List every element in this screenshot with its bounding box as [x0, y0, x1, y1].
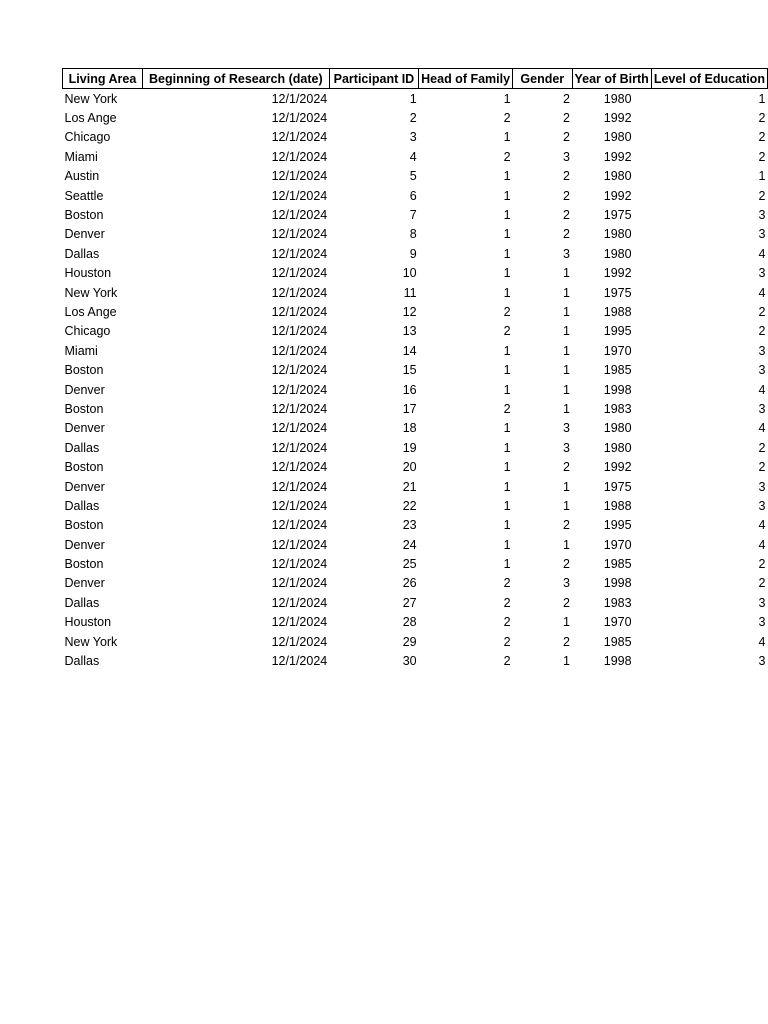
cell-year-of-birth[interactable]: 1998 [603, 382, 632, 397]
cell-level-of-education[interactable]: 2 [758, 111, 766, 126]
cell-research-date[interactable]: 12/1/2024 [271, 149, 328, 164]
cell-research-date[interactable]: 12/1/2024 [271, 440, 328, 455]
cell-research-date[interactable]: 12/1/2024 [271, 208, 328, 223]
cell-year-of-birth[interactable]: 1995 [603, 518, 632, 533]
cell-year-of-birth[interactable]: 1992 [603, 111, 632, 126]
cell-living-area[interactable]: Los Ange [64, 304, 117, 319]
cell-living-area[interactable]: Denver [64, 576, 105, 591]
cell-gender[interactable]: 1 [563, 266, 570, 281]
cell-gender[interactable]: 1 [563, 615, 570, 630]
cell-participant-id[interactable]: 27 [402, 595, 417, 610]
cell-level-of-education[interactable]: 4 [758, 634, 766, 649]
header-participant-id[interactable]: Participant ID [329, 69, 418, 89]
header-head-of-family[interactable]: Head of Family [419, 69, 513, 89]
cell-head-of-family[interactable]: 1 [503, 208, 511, 223]
cell-participant-id[interactable]: 30 [402, 654, 417, 669]
cell-head-of-family[interactable]: 1 [503, 440, 511, 455]
cell-research-date[interactable]: 12/1/2024 [271, 324, 328, 339]
cell-living-area[interactable]: Miami [64, 149, 98, 164]
cell-research-date[interactable]: 12/1/2024 [271, 266, 328, 281]
cell-level-of-education[interactable]: 2 [758, 304, 766, 319]
cell-research-date[interactable]: 12/1/2024 [271, 557, 328, 572]
table-row [63, 613, 768, 632]
cell-year-of-birth[interactable]: 1988 [603, 304, 632, 319]
cell-research-date[interactable]: 12/1/2024 [271, 363, 328, 378]
cell-level-of-education[interactable]: 3 [758, 615, 766, 630]
cell-gender[interactable]: 1 [563, 304, 570, 319]
cell-living-area[interactable]: Dallas [64, 498, 100, 513]
cell-living-area[interactable]: Boston [64, 208, 104, 223]
cell-head-of-family[interactable]: 2 [503, 615, 511, 630]
cell-living-area[interactable]: Miami [64, 343, 98, 358]
cell-living-area[interactable]: Dallas [64, 654, 100, 669]
cell-year-of-birth[interactable]: 1995 [603, 324, 632, 339]
cell-living-area[interactable]: Denver [64, 537, 105, 552]
cell-living-area[interactable]: Seattle [64, 188, 104, 203]
cell-year-of-birth[interactable]: 1980 [603, 227, 632, 242]
cell-head-of-family[interactable]: 2 [503, 634, 511, 649]
cell-participant-id[interactable]: 18 [402, 421, 417, 436]
cell-head-of-family[interactable]: 1 [503, 246, 511, 261]
cell-participant-id[interactable]: 3 [409, 130, 417, 145]
table-row [63, 89, 768, 109]
table-row [63, 244, 768, 263]
cell-level-of-education[interactable]: 3 [758, 654, 766, 669]
cell-participant-id[interactable]: 2 [409, 111, 417, 126]
cell-year-of-birth[interactable]: 1980 [603, 246, 632, 261]
cell-gender[interactable]: 2 [563, 634, 570, 649]
cell-living-area[interactable]: New York [64, 634, 118, 649]
cell-head-of-family[interactable]: 1 [503, 557, 511, 572]
cell-gender[interactable]: 2 [563, 169, 570, 184]
cell-participant-id[interactable]: 19 [402, 440, 417, 455]
spreadsheet-page [62, 68, 768, 671]
cell-research-date[interactable]: 12/1/2024 [271, 654, 328, 669]
cell-level-of-education[interactable]: 2 [758, 188, 766, 203]
cell-year-of-birth[interactable]: 1970 [603, 615, 632, 630]
cell-level-of-education[interactable]: 3 [758, 401, 766, 416]
table-row [63, 108, 768, 127]
table-row [63, 205, 768, 224]
cell-participant-id[interactable]: 29 [402, 634, 417, 649]
cell-head-of-family[interactable]: 1 [503, 518, 511, 533]
cell-head-of-family[interactable]: 2 [503, 595, 511, 610]
cell-gender[interactable]: 2 [563, 130, 570, 145]
table-row [63, 341, 768, 360]
cell-gender[interactable]: 3 [563, 440, 570, 455]
cell-year-of-birth[interactable]: 1980 [603, 421, 632, 436]
cell-research-date[interactable]: 12/1/2024 [271, 227, 328, 242]
cell-living-area[interactable]: Boston [64, 401, 104, 416]
cell-year-of-birth[interactable]: 1983 [603, 401, 632, 416]
table-row [63, 186, 768, 205]
cell-research-date[interactable]: 12/1/2024 [271, 343, 328, 358]
cell-living-area[interactable]: Chicago [64, 324, 111, 339]
cell-year-of-birth[interactable]: 1975 [603, 208, 632, 223]
cell-research-date[interactable]: 12/1/2024 [271, 615, 328, 630]
table-row [63, 419, 768, 438]
cell-head-of-family[interactable]: 2 [503, 324, 511, 339]
cell-year-of-birth[interactable]: 1980 [603, 440, 632, 455]
cell-living-area[interactable]: Chicago [64, 130, 111, 145]
cell-participant-id[interactable]: 17 [402, 401, 417, 416]
cell-head-of-family[interactable]: 2 [503, 111, 511, 126]
cell-gender[interactable]: 2 [563, 111, 570, 126]
cell-research-date[interactable]: 12/1/2024 [271, 518, 328, 533]
cell-year-of-birth[interactable]: 1998 [603, 576, 632, 591]
cell-year-of-birth[interactable]: 1998 [603, 654, 632, 669]
cell-head-of-family[interactable]: 1 [503, 537, 511, 552]
cell-research-date[interactable]: 12/1/2024 [271, 634, 328, 649]
cell-participant-id[interactable]: 21 [402, 479, 417, 494]
cell-participant-id[interactable]: 9 [409, 246, 417, 261]
cell-gender[interactable]: 1 [563, 382, 570, 397]
cell-level-of-education[interactable]: 1 [758, 91, 766, 106]
table-row [63, 516, 768, 535]
cell-participant-id[interactable]: 5 [409, 169, 417, 184]
table-row [63, 651, 768, 670]
cell-year-of-birth[interactable]: 1980 [603, 169, 632, 184]
cell-living-area[interactable]: Dallas [64, 595, 100, 610]
cell-gender[interactable]: 1 [563, 401, 570, 416]
cell-level-of-education[interactable]: 2 [758, 324, 766, 339]
cell-gender[interactable]: 1 [563, 343, 570, 358]
cell-level-of-education[interactable]: 3 [758, 208, 766, 223]
cell-head-of-family[interactable]: 2 [503, 576, 511, 591]
table-row [63, 302, 768, 321]
cell-living-area[interactable]: Los Ange [64, 111, 117, 126]
cell-gender[interactable]: 2 [563, 91, 570, 106]
cell-participant-id[interactable]: 11 [403, 285, 417, 300]
participants-table [62, 68, 768, 671]
cell-head-of-family[interactable]: 1 [503, 266, 511, 281]
header-living-area[interactable]: Living Area [63, 69, 143, 89]
cell-level-of-education[interactable]: 2 [758, 460, 766, 475]
table-row [63, 225, 768, 244]
table-row [63, 147, 768, 166]
table-body [63, 89, 768, 671]
cell-year-of-birth[interactable]: 1992 [603, 149, 632, 164]
table-row [63, 264, 768, 283]
cell-head-of-family[interactable]: 1 [503, 498, 511, 513]
table-row [63, 496, 768, 515]
cell-year-of-birth[interactable]: 1975 [603, 285, 632, 300]
cell-head-of-family[interactable]: 1 [503, 227, 511, 242]
table-row [63, 128, 768, 147]
cell-living-area[interactable]: Boston [64, 460, 104, 475]
cell-year-of-birth[interactable]: 1980 [603, 91, 632, 106]
header-beginning-of-research[interactable]: Beginning of Research (date) [142, 69, 329, 89]
cell-participant-id[interactable]: 22 [402, 498, 417, 513]
table-row [63, 360, 768, 379]
cell-year-of-birth[interactable]: 1992 [603, 460, 632, 475]
cell-living-area[interactable]: Boston [64, 518, 104, 533]
cell-level-of-education[interactable]: 1 [758, 169, 766, 184]
cell-participant-id[interactable]: 12 [402, 304, 417, 319]
cell-gender[interactable]: 1 [563, 363, 570, 378]
cell-research-date[interactable]: 12/1/2024 [271, 169, 328, 184]
cell-level-of-education[interactable]: 3 [758, 498, 766, 513]
cell-gender[interactable]: 1 [563, 537, 570, 552]
table-row [63, 477, 768, 496]
table-row [63, 438, 768, 457]
cell-living-area[interactable]: Denver [64, 421, 105, 436]
table-row [63, 457, 768, 476]
cell-level-of-education[interactable]: 4 [758, 285, 766, 300]
cell-year-of-birth[interactable]: 1983 [603, 595, 632, 610]
cell-research-date[interactable]: 12/1/2024 [271, 576, 328, 591]
cell-gender[interactable]: 3 [563, 246, 570, 261]
cell-research-date[interactable]: 12/1/2024 [271, 91, 328, 106]
cell-gender[interactable]: 2 [563, 595, 570, 610]
cell-research-date[interactable]: 12/1/2024 [271, 421, 328, 436]
cell-level-of-education[interactable]: 3 [758, 479, 766, 494]
cell-year-of-birth[interactable]: 1985 [603, 634, 632, 649]
cell-research-date[interactable]: 12/1/2024 [271, 130, 328, 145]
cell-participant-id[interactable]: 25 [402, 557, 417, 572]
cell-level-of-education[interactable]: 4 [758, 518, 766, 533]
cell-living-area[interactable]: New York [64, 285, 118, 300]
table-row [63, 167, 768, 186]
cell-research-date[interactable]: 12/1/2024 [271, 285, 328, 300]
cell-participant-id[interactable]: 24 [402, 537, 417, 552]
cell-gender[interactable]: 2 [563, 557, 570, 572]
cell-head-of-family[interactable]: 1 [503, 285, 511, 300]
cell-living-area[interactable]: Dallas [64, 440, 100, 455]
cell-gender[interactable]: 3 [563, 421, 570, 436]
cell-head-of-family[interactable]: 1 [503, 188, 511, 203]
cell-head-of-family[interactable]: 1 [503, 382, 511, 397]
cell-living-area[interactable]: Boston [64, 557, 104, 572]
cell-gender[interactable]: 2 [563, 188, 570, 203]
cell-participant-id[interactable]: 14 [402, 343, 417, 358]
cell-research-date[interactable]: 12/1/2024 [271, 304, 328, 319]
cell-participant-id[interactable]: 4 [409, 149, 417, 164]
table-row [63, 322, 768, 341]
cell-participant-id[interactable]: 6 [409, 188, 417, 203]
cell-research-date[interactable]: 12/1/2024 [271, 401, 328, 416]
cell-year-of-birth[interactable]: 1988 [603, 498, 632, 513]
cell-head-of-family[interactable]: 1 [503, 421, 511, 436]
cell-head-of-family[interactable]: 2 [503, 654, 511, 669]
cell-living-area[interactable]: Denver [64, 479, 105, 494]
cell-level-of-education[interactable]: 4 [758, 246, 766, 261]
cell-participant-id[interactable]: 16 [402, 382, 417, 397]
cell-year-of-birth[interactable]: 1985 [603, 363, 632, 378]
cell-gender[interactable]: 2 [563, 518, 570, 533]
header-gender[interactable]: Gender [513, 69, 572, 89]
cell-research-date[interactable]: 12/1/2024 [271, 246, 328, 261]
cell-research-date[interactable]: 12/1/2024 [271, 188, 328, 203]
cell-participant-id[interactable]: 1 [409, 91, 417, 106]
cell-level-of-education[interactable]: 4 [758, 382, 766, 397]
cell-year-of-birth[interactable]: 1992 [603, 266, 632, 281]
cell-head-of-family[interactable]: 1 [503, 343, 511, 358]
cell-living-area[interactable]: New York [64, 91, 118, 106]
cell-living-area[interactable]: Denver [64, 382, 105, 397]
cell-level-of-education[interactable]: 3 [758, 227, 766, 242]
header-row [63, 69, 768, 89]
cell-level-of-education[interactable]: 3 [758, 363, 766, 378]
cell-head-of-family[interactable]: 1 [503, 91, 511, 106]
cell-research-date[interactable]: 12/1/2024 [271, 498, 328, 513]
cell-head-of-family[interactable]: 2 [503, 304, 511, 319]
cell-gender[interactable]: 1 [563, 654, 570, 669]
cell-year-of-birth[interactable]: 1980 [603, 130, 632, 145]
cell-head-of-family[interactable]: 1 [503, 479, 511, 494]
cell-level-of-education[interactable]: 4 [758, 421, 766, 436]
cell-year-of-birth[interactable]: 1970 [603, 343, 632, 358]
cell-participant-id[interactable]: 15 [402, 363, 417, 378]
cell-research-date[interactable]: 12/1/2024 [271, 479, 328, 494]
cell-year-of-birth[interactable]: 1975 [603, 479, 632, 494]
cell-year-of-birth[interactable]: 1992 [603, 188, 632, 203]
table-row [63, 283, 768, 302]
cell-level-of-education[interactable]: 3 [758, 343, 766, 358]
cell-participant-id[interactable]: 20 [402, 460, 417, 475]
cell-head-of-family[interactable]: 1 [503, 460, 511, 475]
table-row [63, 632, 768, 651]
cell-gender[interactable]: 1 [563, 285, 570, 300]
cell-participant-id[interactable]: 8 [409, 227, 417, 242]
cell-gender[interactable]: 3 [563, 576, 570, 591]
cell-head-of-family[interactable]: 1 [503, 363, 511, 378]
cell-gender[interactable]: 1 [563, 324, 570, 339]
cell-head-of-family[interactable]: 2 [503, 401, 511, 416]
cell-level-of-education[interactable]: 2 [758, 557, 766, 572]
table-row [63, 399, 768, 418]
cell-level-of-education[interactable]: 2 [758, 149, 766, 164]
table-row [63, 535, 768, 554]
cell-research-date[interactable]: 12/1/2024 [271, 111, 328, 126]
cell-research-date[interactable]: 12/1/2024 [271, 595, 328, 610]
cell-head-of-family[interactable]: 1 [503, 130, 511, 145]
cell-living-area[interactable]: Austin [64, 169, 100, 184]
header-year-of-birth[interactable]: Year of Birth [572, 69, 651, 89]
cell-research-date[interactable]: 12/1/2024 [271, 460, 328, 475]
header-level-of-education[interactable]: Level of Education [651, 69, 767, 89]
cell-level-of-education[interactable]: 3 [758, 595, 766, 610]
cell-year-of-birth[interactable]: 1985 [603, 557, 632, 572]
table-row [63, 593, 768, 612]
cell-participant-id[interactable]: 23 [402, 518, 417, 533]
table-row [63, 554, 768, 573]
table-row [63, 574, 768, 593]
cell-participant-id[interactable]: 7 [409, 208, 417, 223]
cell-research-date[interactable]: 12/1/2024 [271, 537, 328, 552]
cell-level-of-education[interactable]: 2 [758, 440, 766, 455]
cell-gender[interactable]: 2 [563, 227, 570, 242]
cell-participant-id[interactable]: 13 [402, 324, 417, 339]
table-row [63, 380, 768, 399]
cell-research-date[interactable]: 12/1/2024 [271, 382, 328, 397]
cell-participant-id[interactable]: 26 [402, 576, 417, 591]
cell-gender[interactable]: 1 [563, 479, 570, 494]
cell-living-area[interactable]: Denver [64, 227, 105, 242]
cell-gender[interactable]: 2 [563, 460, 570, 475]
cell-gender[interactable]: 3 [563, 149, 570, 164]
cell-level-of-education[interactable]: 2 [758, 576, 766, 591]
cell-participant-id[interactable]: 28 [402, 615, 417, 630]
cell-gender[interactable]: 1 [563, 498, 570, 513]
cell-living-area[interactable]: Houston [64, 615, 112, 630]
cell-level-of-education[interactable]: 4 [758, 537, 766, 552]
cell-level-of-education[interactable]: 2 [758, 130, 766, 145]
cell-level-of-education[interactable]: 3 [758, 266, 766, 281]
cell-participant-id[interactable]: 10 [402, 266, 417, 281]
cell-head-of-family[interactable]: 2 [503, 149, 511, 164]
cell-living-area[interactable]: Boston [64, 363, 104, 378]
cell-living-area[interactable]: Dallas [64, 246, 100, 261]
cell-living-area[interactable]: Houston [64, 266, 112, 281]
cell-head-of-family[interactable]: 1 [503, 169, 511, 184]
cell-year-of-birth[interactable]: 1970 [603, 537, 632, 552]
cell-gender[interactable]: 2 [563, 208, 570, 223]
